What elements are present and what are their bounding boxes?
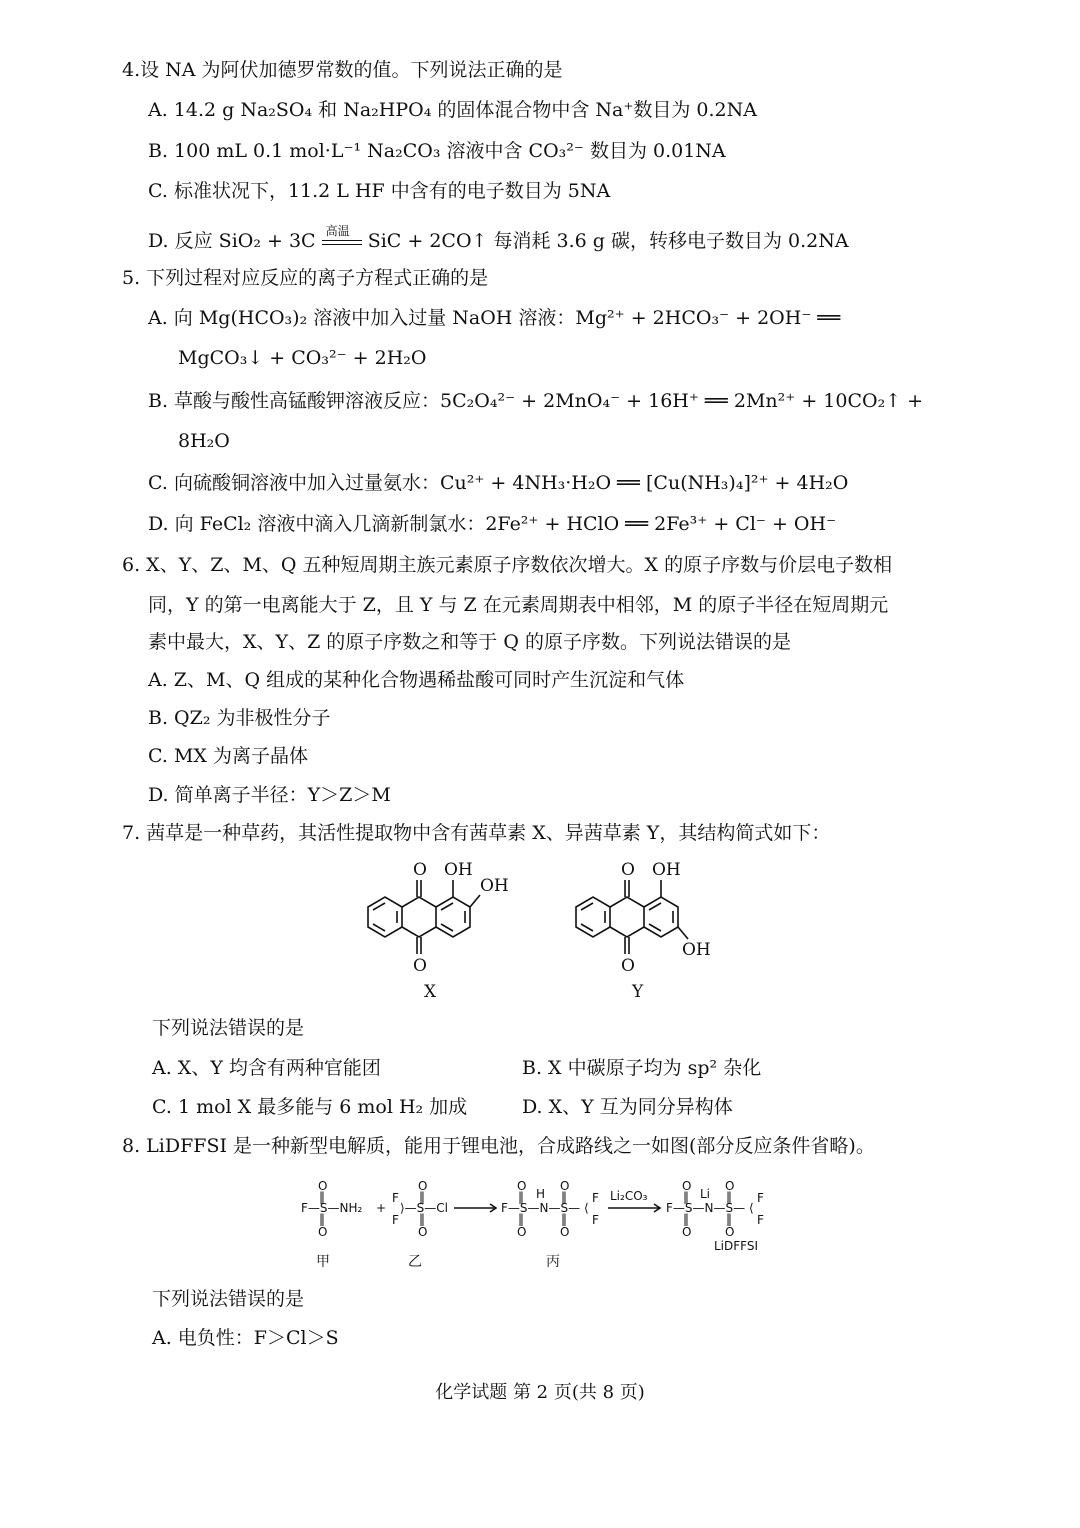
svg-text:‖: ‖: [518, 1190, 524, 1204]
svg-text:‖: ‖: [419, 1190, 425, 1204]
svg-text:O: O: [418, 1225, 428, 1239]
svg-text:Li: Li: [700, 1187, 711, 1201]
compound-yi: [392, 1179, 448, 1270]
q8-ask: 下列说法错误的是: [152, 1288, 305, 1310]
compound-jia: [301, 1179, 363, 1270]
q6-option-c: C. MX 为离子晶体: [148, 745, 308, 767]
label-lidffsi: LiDFFSI: [714, 1239, 759, 1253]
label-jia: 甲: [316, 1254, 330, 1270]
svg-text:‖: ‖: [419, 1212, 425, 1226]
q5-stem: 5. 下列过程对应反应的离子方程式正确的是: [122, 267, 489, 289]
q8-stem: 8. LiDFFSI 是一种新型电解质，能用于锂电池，合成路线之一如图(部分反应条件省略)。: [122, 1135, 875, 1157]
svg-text:O: O: [517, 1225, 527, 1239]
q4-d-condition: 高温: [325, 224, 350, 238]
svg-text:O: O: [725, 1225, 735, 1239]
svg-text:⟨: ⟨: [749, 1201, 754, 1215]
x-oh-2: OH: [480, 876, 509, 896]
q4-d-products: SiC + 2CO↑ 每消耗 3.6 g 碳，转移电子数目为 0.2NA: [367, 230, 849, 252]
q4-option-c: C. 标准状况下，11.2 L HF 中含有的电子数目为 5NA: [148, 180, 611, 202]
x-o-bottom: O: [413, 956, 427, 976]
q5-option-c: C. 向硫酸铜溶液中加入过量氨水：Cu²⁺ + 4NH₃·H₂O ══ [Cu(NH₃)₄]²⁺ + 4H₂O: [148, 472, 849, 494]
svg-text:F: F: [592, 1213, 599, 1227]
q8-reaction-scheme: [296, 1168, 776, 1276]
svg-text:O: O: [682, 1225, 692, 1239]
svg-text:O: O: [517, 1179, 527, 1193]
reagent-li2co3: Li₂CO₃: [610, 1189, 648, 1203]
svg-text:O: O: [318, 1225, 328, 1239]
q6-stem-line2: 同，Y 的第一电离能大于 Z，且 Y 与 Z 在元素周期表中相邻，M 的原子半径在短周期元: [148, 594, 889, 616]
x-oh-1: OH: [444, 860, 473, 880]
y-o-top: O: [621, 860, 635, 880]
svg-text:‖: ‖: [561, 1190, 567, 1204]
q6-option-b: B. QZ₂ 为非极性分子: [148, 707, 331, 729]
svg-text:‖: ‖: [561, 1212, 567, 1226]
structure-x: [368, 860, 509, 1002]
q7-structures: [340, 855, 740, 1005]
y-o-bottom: O: [621, 956, 635, 976]
q4-option-b: B. 100 mL 0.1 mol·L⁻¹ Na₂CO₃ 溶液中含 CO₃²⁻ 数目为 0.01NA: [148, 140, 726, 162]
page-footer: 化学试题 第 2 页(共 8 页): [435, 1382, 645, 1403]
label-yi: 乙: [408, 1254, 422, 1270]
q7-ask: 下列说法错误的是: [152, 1017, 305, 1039]
q7-option-b: B. X 中碳原子均为 sp² 杂化: [522, 1057, 762, 1079]
q7-option-c: C. 1 mol X 最多能与 6 mol H₂ 加成: [152, 1096, 468, 1118]
svg-text:F—S—N—S—: F—S—N—S—: [501, 1201, 581, 1215]
q4-option-a: A. 14.2 g Na₂SO₄ 和 Na₂HPO₄ 的固体混合物中含 Na⁺数目为 0.2NA: [148, 99, 757, 121]
compound-lidffsi: [666, 1179, 764, 1253]
svg-text:‖: ‖: [518, 1212, 524, 1226]
q7-option-a: A. X、Y 均含有两种官能团: [152, 1057, 381, 1079]
svg-text:F: F: [757, 1191, 764, 1205]
q5-option-b-line2: 8H₂O: [178, 430, 230, 452]
y-oh-2: OH: [682, 940, 711, 960]
svg-text:F: F: [392, 1191, 399, 1205]
q4-stem: 4.设 NA 为阿伏加德罗常数的值。下列说法正确的是: [122, 59, 563, 81]
q7-stem: 7. 茜草是一种草药，其活性提取物中含有茜草素 X、异茜草素 Y，其结构简式如下：: [122, 822, 831, 844]
q5-option-a-line1: A. 向 Mg(HCO₃)₂ 溶液中加入过量 NaOH 溶液：Mg²⁺ + 2HCO₃⁻ + 2OH⁻ ══: [148, 307, 841, 329]
q6-stem-line3: 素中最大，X、Y、Z 的原子序数之和等于 Q 的原子序数。下列说法错误的是: [148, 631, 791, 653]
q6-option-d: D. 简单离子半径：Y＞Z＞M: [148, 784, 391, 806]
svg-text:F: F: [592, 1191, 599, 1205]
q5-option-d: D. 向 FeCl₂ 溶液中滴入几滴新制氯水：2Fe²⁺ + HClO ══ 2Fe³⁺ + Cl⁻ + OH⁻: [148, 513, 837, 535]
svg-text:⟩—S—Cl: ⟩—S—Cl: [400, 1201, 449, 1215]
y-label: Y: [632, 982, 644, 1002]
svg-text:O: O: [682, 1179, 692, 1193]
svg-text:+: +: [376, 1201, 387, 1215]
svg-text:H: H: [536, 1187, 546, 1201]
svg-text:O: O: [560, 1225, 570, 1239]
svg-text:‖: ‖: [319, 1190, 325, 1204]
q5-option-b-line1: B. 草酸与酸性高锰酸钾溶液反应：5C₂O₄²⁻ + 2MnO₄⁻ + 16H⁺ ══ 2Mn²⁺ + 10CO₂↑ +: [148, 390, 924, 412]
svg-text:‖: ‖: [683, 1212, 689, 1226]
svg-text:‖: ‖: [726, 1190, 732, 1204]
label-bing: 丙: [546, 1254, 560, 1270]
svg-text:‖: ‖: [319, 1212, 325, 1226]
svg-text:F: F: [392, 1213, 399, 1227]
svg-text:‖: ‖: [726, 1212, 732, 1226]
q4-d-arrow: [322, 224, 362, 252]
structure-y: [576, 860, 711, 1002]
compound-bing: [501, 1179, 599, 1270]
x-label: X: [424, 982, 437, 1002]
svg-text:O: O: [725, 1179, 735, 1193]
svg-text:O: O: [418, 1179, 428, 1193]
svg-text:‖: ‖: [683, 1190, 689, 1204]
x-o-top: O: [413, 860, 427, 880]
svg-text:O: O: [318, 1179, 328, 1193]
q8-option-a: A. 电负性：F＞Cl＞S: [152, 1327, 339, 1349]
svg-text:O: O: [560, 1179, 570, 1193]
svg-text:F: F: [757, 1213, 764, 1227]
svg-text:⟨: ⟨: [584, 1201, 589, 1215]
q5-option-a-line2: MgCO₃↓ + CO₃²⁻ + 2H₂O: [178, 347, 427, 369]
q6-option-a: A. Z、M、Q 组成的某种化合物遇稀盐酸可同时产生沉淀和气体: [148, 669, 685, 691]
svg-text:F—S—NH₂: F—S—NH₂: [301, 1201, 363, 1215]
y-oh-1: OH: [652, 860, 681, 880]
q6-stem-line1: 6. X、Y、Z、M、Q 五种短周期主族元素原子序数依次增大。X 的原子序数与价层电子数相: [122, 554, 893, 576]
q4-d-reactants: D. 反应 SiO₂ + 3C: [148, 230, 316, 252]
svg-text:F—S—N—S—: F—S—N—S—: [666, 1201, 746, 1215]
q4-option-d: [148, 224, 849, 254]
q7-option-d: D. X、Y 互为同分异构体: [522, 1096, 733, 1118]
